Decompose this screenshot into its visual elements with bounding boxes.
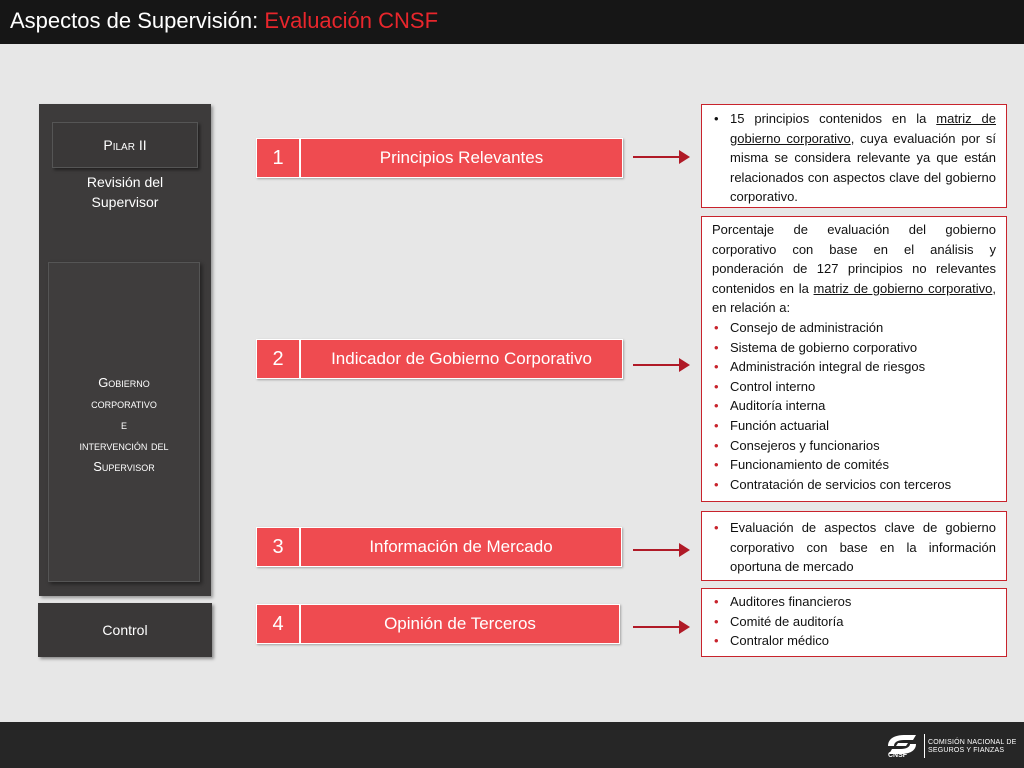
desc-item: • Administración integral de riesgos [712, 357, 996, 377]
desc-item: • Contratación de servicios con terceros [712, 475, 996, 495]
row-label: Principios Relevantes [300, 138, 623, 178]
desc-item: • Contralor médico [712, 631, 996, 651]
gobierno-corporativo-label [48, 372, 200, 477]
arrow-right-icon [633, 150, 690, 164]
logo-abbr: CNSF [888, 752, 908, 759]
desc-intro: Porcentaje de evaluación del gobierno corporativo con base en el análisis y ponderación de 127 principios no relevantes contenidos en la matriz de gobierno corporativo, en relación a: [712, 222, 997, 316]
desc-item: • Control interno [712, 377, 996, 397]
desc-item: • Consejeros y funcionarios [712, 436, 996, 456]
desc-item: • Auditores financieros [712, 592, 996, 612]
control-label: Control [102, 622, 148, 638]
arrow-right-icon [633, 620, 690, 634]
arrow-right-icon [633, 543, 690, 557]
desc-item: • Evaluación de aspectos clave de gobierno corporativo con base en la información oportuna de mercado [712, 518, 996, 577]
desc-item: • Función actuarial [712, 416, 996, 436]
gobierno-line-1: Gobierno [98, 375, 150, 390]
row-label: Opinión de Terceros [300, 604, 620, 644]
footer-bar [0, 722, 1024, 768]
desc-item: • Sistema de gobierno corporativo [712, 338, 996, 358]
control-box [38, 603, 212, 657]
page-title [10, 8, 438, 34]
row-number: 2 [256, 339, 300, 379]
row-label: Información de Mercado [300, 527, 622, 567]
row-label: Indicador de Gobierno Corporativo [300, 339, 623, 379]
gobierno-line-3: e [120, 417, 127, 432]
desc-principios-relevantes [701, 104, 1007, 208]
logo-text: COMISIÓN NACIONAL DE SEGUROS Y FIANZAS [928, 739, 1017, 754]
arrow-right-icon [633, 358, 690, 372]
desc-item: • Comité de auditoría [712, 612, 996, 632]
desc-item: • Funcionamiento de comités [712, 455, 996, 475]
desc-item: • Consejo de administración [712, 318, 996, 338]
desc-informacion-mercado [701, 511, 1007, 581]
revision-supervisor-label [39, 172, 211, 212]
title-main: Aspectos de Supervisión: [10, 8, 259, 33]
desc-indicador-gobierno [701, 216, 1007, 502]
row-number: 3 [256, 527, 300, 567]
row-number: 4 [256, 604, 300, 644]
revision-line-2: Supervisor [91, 194, 159, 210]
title-accent: Evaluación CNSF [264, 8, 439, 33]
gobierno-line-5: Supervisor [93, 459, 155, 474]
gobierno-line-4: intervención del [79, 438, 169, 453]
desc-item: • Auditoría interna [712, 396, 996, 416]
row-number: 1 [256, 138, 300, 178]
desc-item: • 15 principios contenidos en la matriz de gobierno corporativo, cuya evaluación por sí misma se considera relevante ya que están relacionados con aspectos clave del gobierno corporativo. [712, 109, 996, 207]
gobierno-line-2: corporativo [91, 396, 157, 411]
pilar-label: Pilar II [52, 122, 198, 168]
logo-divider [924, 734, 925, 758]
cnsf-logo [884, 730, 1016, 762]
revision-line-1: Revisión del [86, 174, 164, 190]
desc-opinion-terceros [701, 588, 1007, 657]
